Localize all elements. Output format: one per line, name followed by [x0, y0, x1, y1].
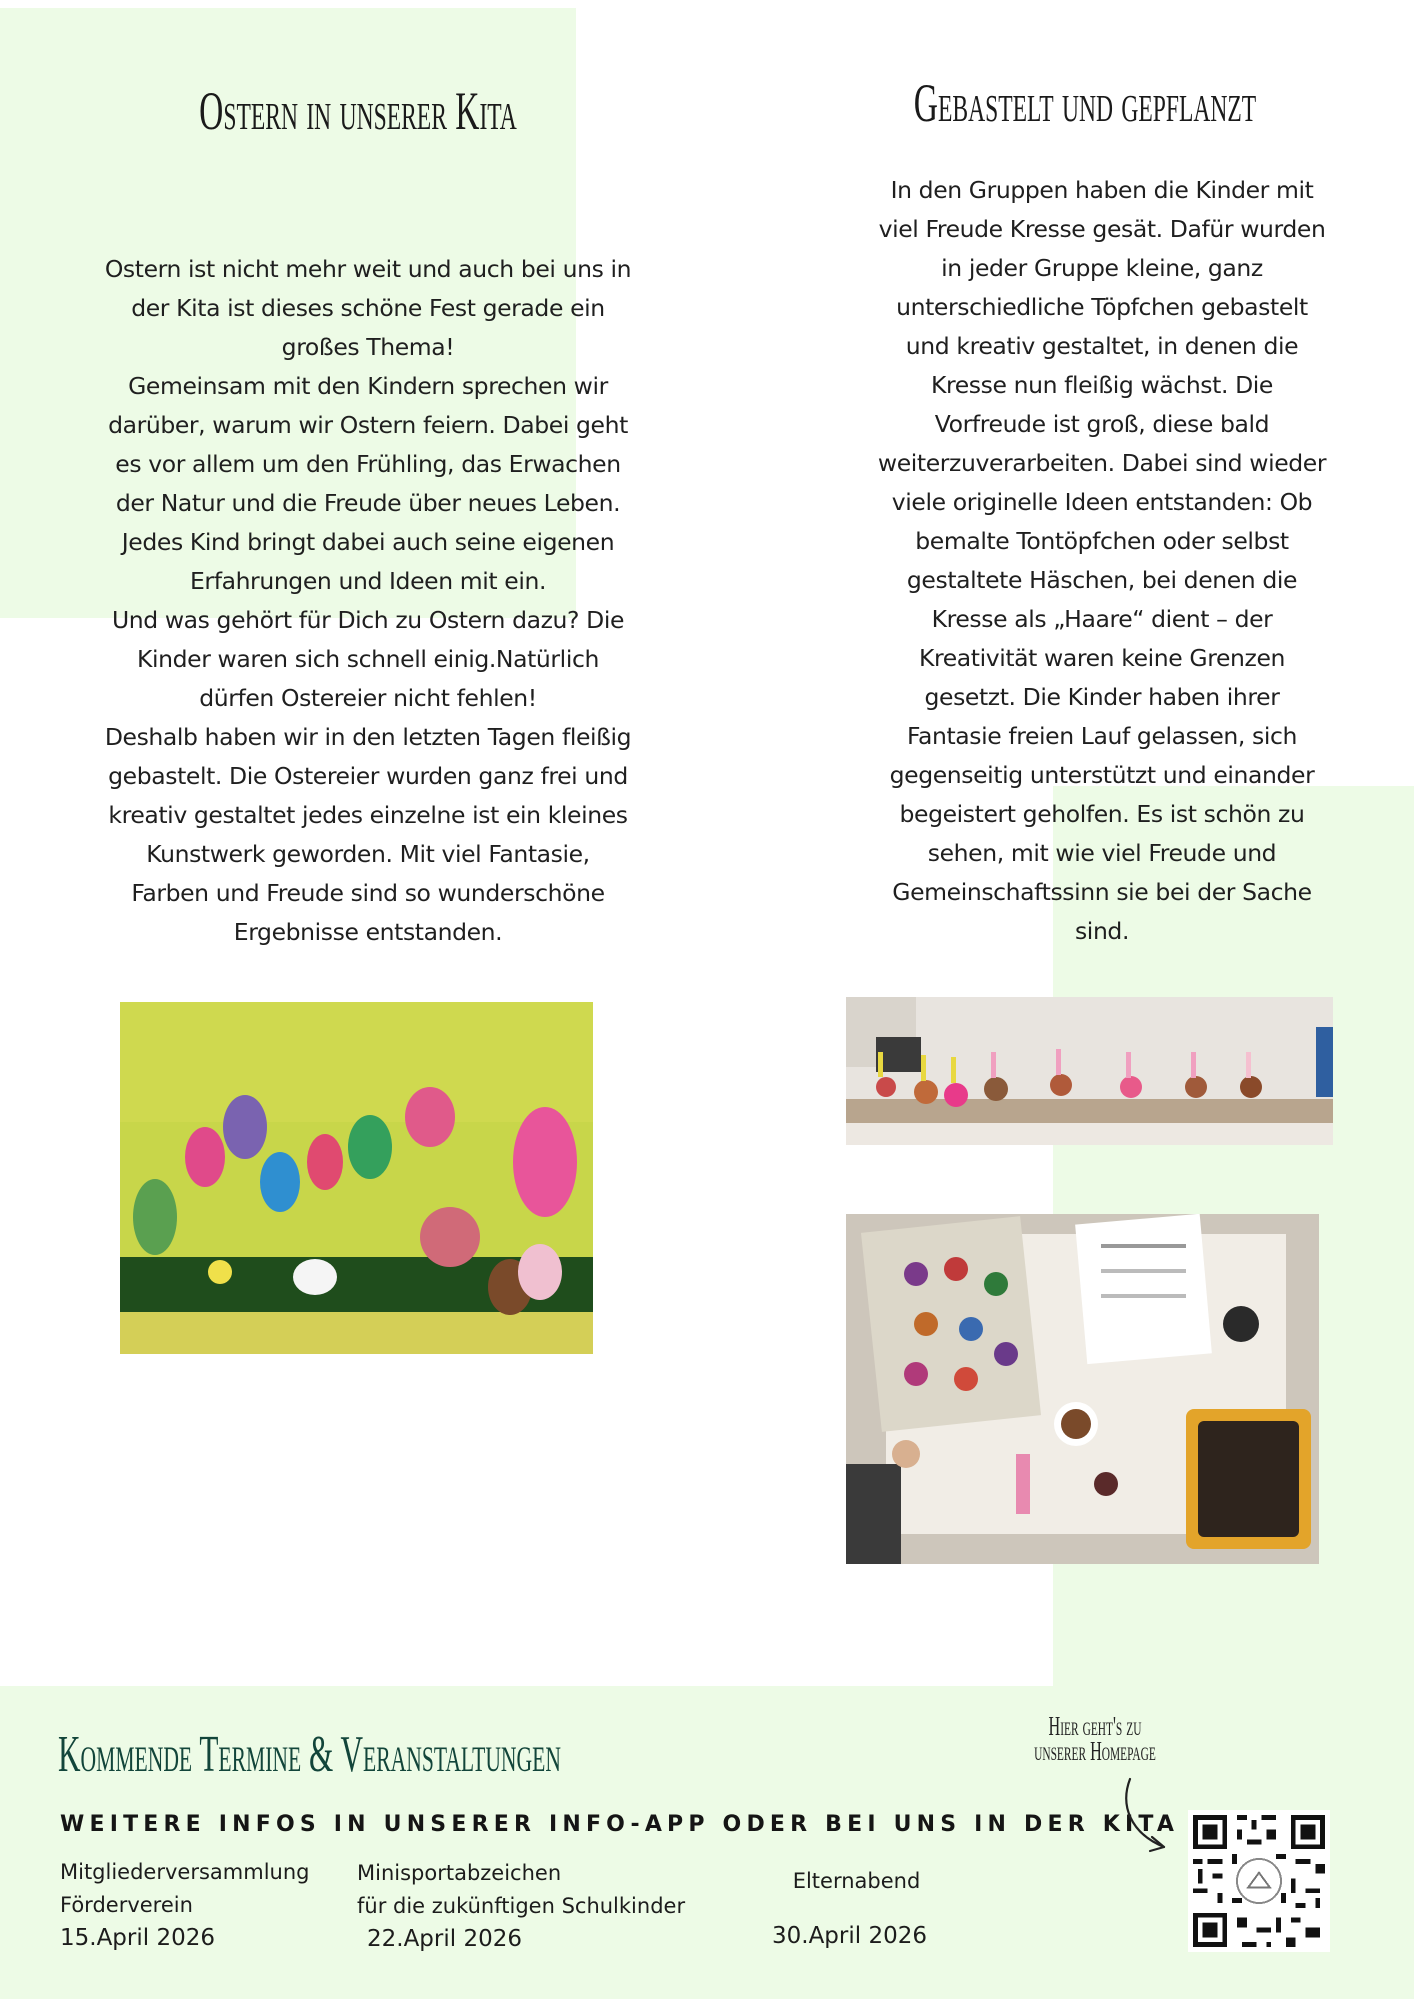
event-line: Elternabend: [792, 1869, 921, 1893]
text-line: Kresse als „Haare“ dient – der: [931, 605, 1273, 633]
text-line: Kinder waren sich schnell einig.Natürlich: [137, 645, 599, 673]
text-line: Und was gehört für Dich zu Ostern dazu? Die: [111, 606, 625, 634]
text-line: sind.: [1074, 917, 1130, 945]
text-line: Erfahrungen und Ideen mit ein.: [189, 567, 547, 595]
text-line: großes Thema!: [281, 333, 455, 361]
event-line: Förderverein: [60, 1893, 193, 1917]
text-line: viel Freude Kresse gesät. Dafür wurden: [878, 215, 1326, 243]
text-line: gebastelt. Die Ostereier wurden ganz frei und: [108, 762, 628, 790]
text-line: der Kita ist dieses schöne Fest gerade ein: [131, 294, 605, 322]
text-line: weiterzuverarbeiten. Dabei sind wieder: [877, 449, 1327, 477]
photo-easter-egg-wall: [120, 1002, 593, 1354]
homepage-note-line: unserer Homepage: [1034, 1736, 1156, 1766]
text-line: kreativ gestaltet jedes einzelne ist ein kleines: [108, 801, 628, 829]
event-line: für die zukünftigen Schulkinder: [357, 1894, 686, 1918]
text-line: Deshalb haben wir in den letzten Tagen fleißig: [104, 723, 632, 751]
event-item-elternabend: [772, 1865, 927, 1953]
text-line: Gemeinsam mit den Kindern sprechen wir: [128, 372, 608, 400]
event-date: 22.April 2026: [367, 1926, 522, 1952]
text-line: gesetzt. Die Kinder haben ihrer: [924, 683, 1280, 711]
arrow-icon: [1112, 1775, 1172, 1855]
photo-crafting-table: [846, 1214, 1319, 1564]
text-line: Ergebnisse entstanden.: [233, 918, 503, 946]
text-line: unterschiedliche Töpfchen gebastelt: [896, 293, 1308, 321]
homepage-note: [996, 1711, 1194, 1766]
text-line: gestaltete Häschen, bei denen die: [906, 566, 1298, 594]
text-line: in jeder Gruppe kleine, ganz: [941, 254, 1263, 282]
event-date: 15.April 2026: [60, 1925, 215, 1951]
text-line: Kunstwerk geworden. Mit viel Fantasie,: [146, 840, 590, 868]
text-line: der Natur und die Freude über neues Leben.: [115, 489, 621, 517]
text-line: Kreativität waren keine Grenzen: [918, 644, 1286, 672]
text-line: Farben und Freude sind so wunderschöne: [131, 879, 605, 907]
left-heading: Ostern in unserer Kita: [199, 81, 517, 141]
text-line: sehen, mit wie viel Freude und: [927, 839, 1277, 867]
text-line: dürfen Ostereier nicht fehlen!: [199, 684, 537, 712]
text-line: begeistert geholfen. Es ist schön zu: [899, 800, 1305, 828]
text-line: Jedes Kind bringt dabei auch seine eigenen: [121, 528, 615, 556]
event-date: 30.April 2026: [772, 1923, 927, 1949]
text-line: Fantasie freien Lauf gelassen, sich: [907, 722, 1297, 750]
text-line: es vor allem um den Frühling, das Erwachen: [115, 450, 621, 478]
text-line: und kreativ gestaltet, in denen die: [905, 332, 1299, 360]
text-line: Gemeinschaftssinn sie bei der Sache: [892, 878, 1312, 906]
homepage-qr-code[interactable]: [1188, 1810, 1330, 1952]
event-line: Mitgliederversammlung: [60, 1860, 310, 1884]
text-line: Kresse nun fleißig wächst. Die: [930, 371, 1273, 399]
text-line: Vorfreude ist groß, diese bald: [934, 410, 1270, 438]
text-line: viele originelle Ideen entstanden: Ob: [891, 488, 1313, 516]
event-item-mitgliederversammlung: [60, 1856, 309, 1955]
qr-code-icon: [1188, 1810, 1330, 1952]
text-line: gegenseitig unterstützt und einander: [889, 761, 1315, 789]
right-paragraph: [797, 171, 1407, 951]
text-line: Ostern ist nicht mehr weit und auch bei uns in: [104, 255, 632, 283]
text-line: In den Gruppen haben die Kinder mit: [890, 176, 1314, 204]
event-line: Minisportabzeichen: [357, 1861, 562, 1885]
photo-bunny-pots: [846, 997, 1333, 1145]
events-title: Kommende Termine & Veranstaltungen: [58, 1726, 561, 1783]
events-subtitle: WEITERE INFOS IN UNSERER INFO-APP ODER BEI UNS IN DER KITA: [60, 1812, 1180, 1837]
homepage-note-line: Hier geht's zu: [1048, 1711, 1142, 1741]
left-paragraph: [58, 250, 678, 952]
event-item-minisportabzeichen: [357, 1857, 685, 1956]
text-line: bemalte Tontöpfchen oder selbst: [915, 527, 1289, 555]
text-line: darüber, warum wir Ostern feiern. Dabei geht: [108, 411, 628, 439]
right-heading: Gebastelt und gepflanzt: [913, 73, 1257, 133]
